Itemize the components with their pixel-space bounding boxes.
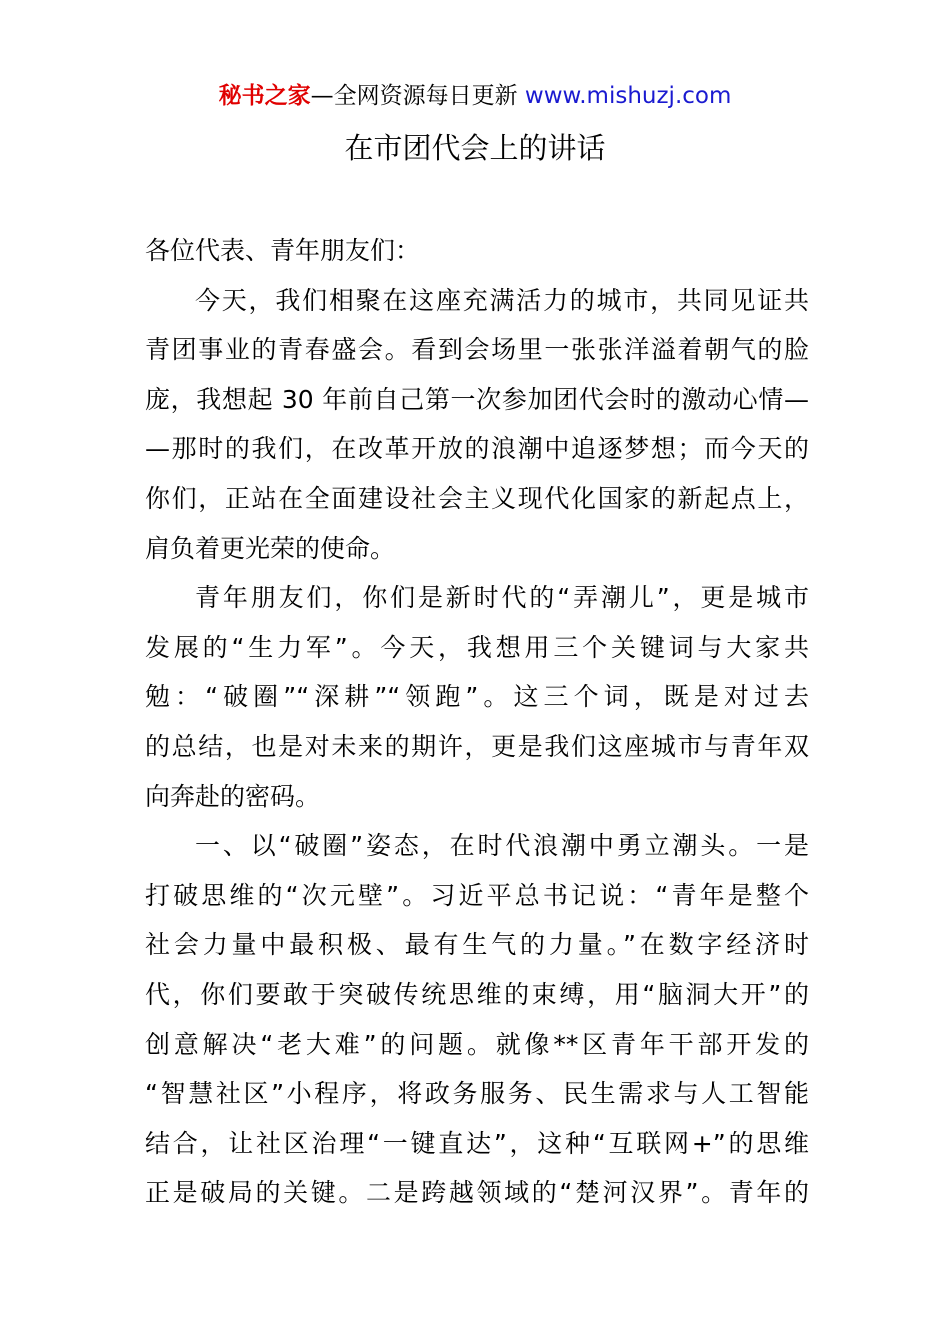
paragraph-line: 发展的“生力军”。今天，我想用三个关键词与大家共 [145, 632, 809, 662]
paragraph-line: 勉：“破圈”“深耕”“领跑”。这三个词，既是对过去 [145, 682, 809, 712]
salutation-line: 各位代表、青年朋友们： [145, 236, 421, 265]
paragraph-line: 向奔赴的密码。 [145, 781, 321, 811]
paragraph-line: 代，你们要敢于突破传统思维的束缚，用“脑洞大开”的 [145, 979, 809, 1009]
paragraph-line: 一、以“破圈”姿态，在时代浪潮中勇立潮头。一是 [195, 831, 809, 861]
paragraph-line: 结合，让社区治理“一键直达”，这种“互联网+”的思维 [145, 1128, 809, 1158]
site-brand: 秘书之家 [218, 83, 311, 109]
site-url-link[interactable]: www.mishuzj.com [524, 83, 732, 109]
document-body [145, 226, 809, 1218]
paragraph-line: 的总结，也是对未来的期许，更是我们这座城市与青年双 [145, 731, 809, 761]
paragraph-line: 打破思维的“次元壁”。习近平总书记说：“青年是整个 [145, 880, 809, 910]
document-title: 在市团代会上的讲话 [344, 131, 606, 165]
paragraph-line: —那时的我们，在改革开放的浪潮中追逐梦想；而今天的 [145, 434, 809, 464]
site-header [0, 80, 950, 112]
site-tagline: —全网资源每日更新 [310, 83, 518, 109]
paragraph-line: “智慧社区”小程序，将政务服务、民生需求与人工智能 [145, 1079, 809, 1109]
paragraph-line: 创意解决“老大难”的问题。就像**区青年干部开发的 [145, 1029, 809, 1059]
paragraph-line: 社会力量中最积极、最有生气的力量。”在数字经济时 [145, 930, 809, 960]
paragraph-line: 肩负着更光荣的使命。 [145, 533, 396, 563]
paragraph-line: 青年朋友们，你们是新时代的“弄潮儿”，更是城市 [195, 583, 809, 613]
paragraph-line: 正是破局的关键。二是跨越领域的“楚河汉界”。青年的 [145, 1178, 809, 1208]
paragraph-line: 庞，我想起 30 年前自己第一次参加团代会时的激动心情— [145, 384, 809, 414]
paragraph-line: 你们，正站在全面建设社会主义现代化国家的新起点上， [145, 483, 809, 513]
paragraph-line: 青团事业的青春盛会。看到会场里一张张洋溢着朝气的脸 [145, 335, 809, 365]
paragraph-line: 今天，我们相聚在这座充满活力的城市，共同见证共 [195, 285, 809, 315]
